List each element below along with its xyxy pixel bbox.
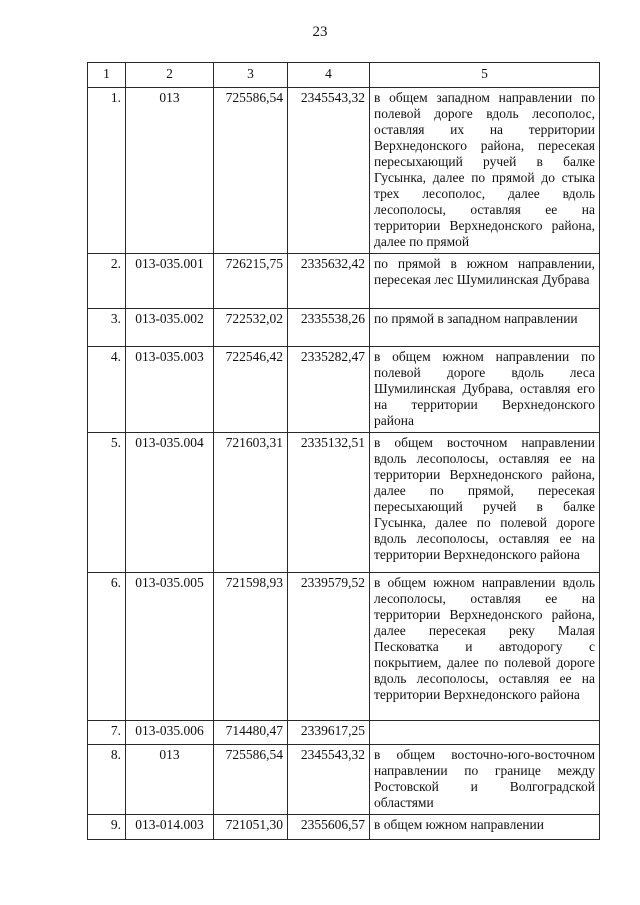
point-code: 013-035.001 (126, 254, 214, 309)
boundary-description: в общем южном направлении по полевой дороге вдоль леса Шумилинская Дубрава, оставляя его на территории Верхнедонского района (370, 347, 600, 433)
coordinate-y: 2345543,32 (288, 88, 370, 254)
table-row (88, 745, 600, 815)
boundary-description: по прямой в западном направлении (370, 309, 600, 347)
table-row (88, 573, 600, 721)
table-row (88, 347, 600, 433)
row-number: 9. (88, 815, 126, 840)
table-row (88, 433, 600, 573)
boundary-description: в общем западном направлении по полевой дороге вдоль лесополос, оставляя их на территории Верхнедонского района, пересекая пересыхающий ручей в балке Гусынка, далее по прямой до стыка трех лесополос, далее вдоль лесополосы, оставляя ее на территории Верхнедонского района, далее по прямой (370, 88, 600, 254)
boundary-description (370, 721, 600, 745)
coordinate-y: 2339579,52 (288, 573, 370, 721)
column-header: 3 (214, 63, 288, 88)
coordinate-x: 721598,93 (214, 573, 288, 721)
row-number: 8. (88, 745, 126, 815)
row-number: 5. (88, 433, 126, 573)
point-code: 013-035.004 (126, 433, 214, 573)
table-row (88, 721, 600, 745)
coordinate-x: 725586,54 (214, 88, 288, 254)
table-row (88, 254, 600, 309)
coordinate-y: 2345543,32 (288, 745, 370, 815)
point-code: 013 (126, 88, 214, 254)
coordinate-y: 2335132,51 (288, 433, 370, 573)
column-header: 5 (370, 63, 600, 88)
coordinate-y: 2335282,47 (288, 347, 370, 433)
coordinate-x: 726215,75 (214, 254, 288, 309)
column-header: 1 (88, 63, 126, 88)
column-header: 2 (126, 63, 214, 88)
point-code: 013-035.006 (126, 721, 214, 745)
coordinate-x: 725586,54 (214, 745, 288, 815)
row-number: 1. (88, 88, 126, 254)
coordinate-y: 2335538,26 (288, 309, 370, 347)
coordinate-y: 2335632,42 (288, 254, 370, 309)
row-number: 3. (88, 309, 126, 347)
point-code: 013-035.005 (126, 573, 214, 721)
boundary-description: в общем южном направлении (370, 815, 600, 840)
table-header-row (88, 63, 600, 88)
coordinate-x: 721051,30 (214, 815, 288, 840)
point-code: 013 (126, 745, 214, 815)
boundary-description: по прямой в южном направлении, пересекая лес Шумилинская Дубрава (370, 254, 600, 309)
column-header: 4 (288, 63, 370, 88)
coordinate-y: 2355606,57 (288, 815, 370, 840)
coordinate-x: 722532,02 (214, 309, 288, 347)
coordinate-x: 721603,31 (214, 433, 288, 573)
point-code: 013-014.003 (126, 815, 214, 840)
row-number: 6. (88, 573, 126, 721)
point-code: 013-035.002 (126, 309, 214, 347)
row-number: 2. (88, 254, 126, 309)
page-number: 23 (312, 24, 328, 40)
row-number: 4. (88, 347, 126, 433)
table-row (88, 88, 600, 254)
coordinate-x: 714480,47 (214, 721, 288, 745)
row-number: 7. (88, 721, 126, 745)
boundary-points-table (87, 62, 600, 840)
table-row (88, 309, 600, 347)
coordinate-y: 2339617,25 (288, 721, 370, 745)
coordinate-x: 722546,42 (214, 347, 288, 433)
boundary-description: в общем южном направлении вдоль лесополосы, оставляя ее на территории Верхнедонского района, далее пересекая реку Малая Песковатка и автодорогу с покрытием, далее по полевой дороге вдоль лесополосы, оставляя ее на территории Верхнедонского района (370, 573, 600, 721)
boundary-description: в общем восточном направлении вдоль лесополосы, оставляя ее на территории Верхнедонского района, далее по прямой, пересекая пересыхающий ручей в балке Гусынка, далее по полевой дороге вдоль лесополосы, оставляя ее на территории Верхнедонского района (370, 433, 600, 573)
table-row (88, 815, 600, 840)
point-code: 013-035.003 (126, 347, 214, 433)
boundary-description: в общем восточно-юго-восточном направлении по границе между Ростовской и Волгоградской областями (370, 745, 600, 815)
